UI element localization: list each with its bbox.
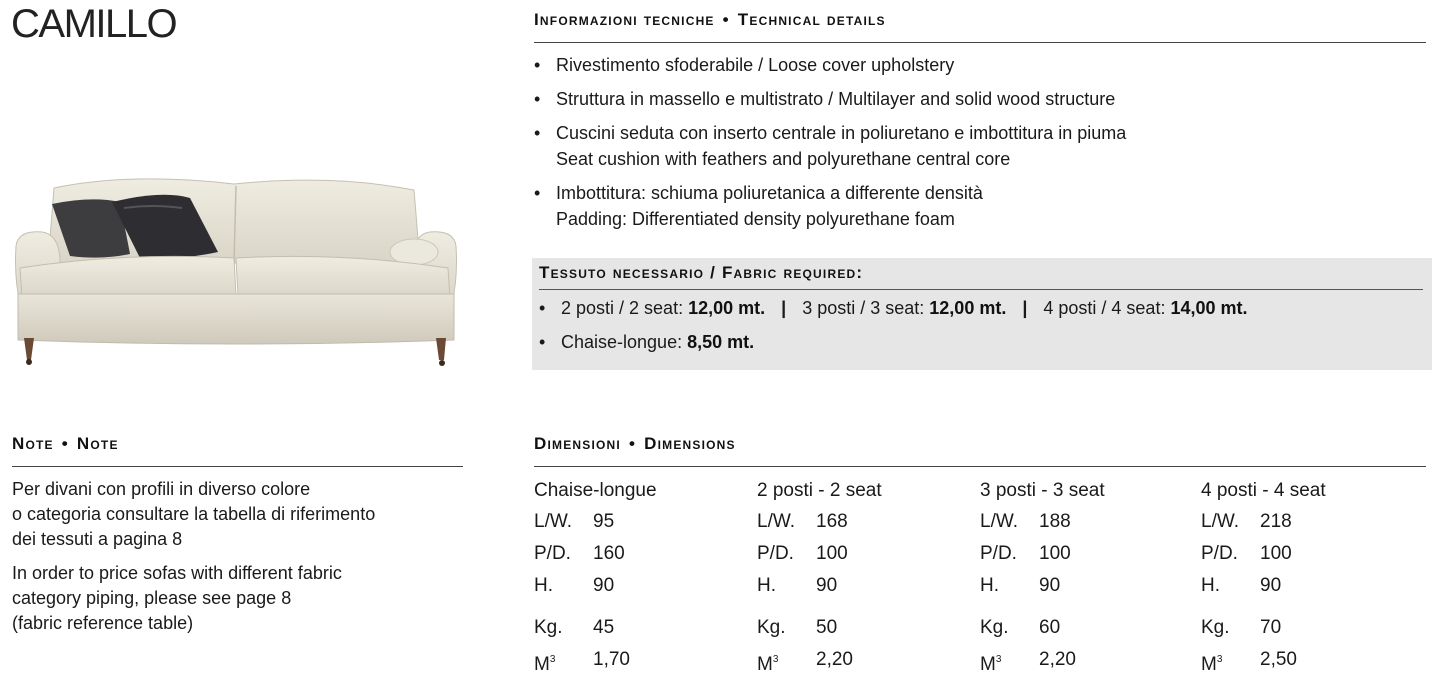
note-heading-it: Note	[12, 434, 54, 453]
dimension-value: 160	[593, 543, 625, 564]
dimension-label: L/W.	[980, 511, 1019, 532]
fabric-label: Chaise-longue:	[561, 332, 683, 352]
fabric-label: 4 posti / 4 seat:	[1043, 298, 1166, 318]
dimension-value: 90	[816, 575, 838, 596]
dimension-label: Kg.	[1201, 617, 1230, 638]
dimension-value: 2,20	[1039, 649, 1076, 670]
dimension-row-depth	[757, 538, 972, 570]
bullet: •	[539, 332, 546, 352]
note-text-en	[12, 561, 452, 636]
tech-list	[534, 52, 1424, 240]
dimensions-divider	[534, 466, 1426, 467]
dimension-value: 168	[816, 511, 848, 532]
fabric-label: 3 posti / 3 seat:	[802, 298, 925, 318]
dimension-row-height	[1201, 570, 1416, 602]
dimension-row-depth	[980, 538, 1195, 570]
dimension-column-name: 3 posti - 3 seat	[980, 480, 1105, 501]
heading-dot: •	[628, 434, 637, 453]
fabric-line-chaise	[539, 332, 754, 353]
dimension-label: H.	[1201, 575, 1220, 596]
dimension-row-weight	[1201, 612, 1416, 644]
dimension-label: P/D.	[1201, 543, 1238, 564]
dimension-row-depth	[1201, 538, 1416, 570]
list-item-text: • Cuscini seduta con inserto centrale in poliuretano e imbottitura in piuma	[556, 123, 1127, 143]
dimension-column-name: 4 posti - 4 seat	[1201, 480, 1326, 501]
dimension-row-volume	[1201, 644, 1416, 676]
dimension-row-weight	[534, 612, 749, 644]
dimension-label: L/W.	[534, 511, 573, 532]
note-line: Per divani con profili in diverso colore	[12, 479, 311, 499]
dimension-value: 70	[1260, 617, 1282, 638]
list-item	[534, 86, 1424, 112]
dimension-column	[980, 476, 1195, 676]
dimension-label: P/D.	[757, 543, 794, 564]
dimension-value: 90	[1039, 575, 1061, 596]
list-item-text: • Imbottitura: schiuma poliuretanica a differente densità	[556, 183, 983, 203]
heading-dot: •	[722, 10, 730, 29]
dimension-label: P/D.	[980, 543, 1017, 564]
dimension-label: Kg.	[980, 617, 1009, 638]
dimensions-heading	[534, 434, 736, 454]
dimension-column-name: 2 posti - 2 seat	[757, 480, 882, 501]
dimension-column	[757, 476, 972, 676]
dimension-label: $M^3$	[534, 654, 556, 675]
note-heading-en: Note	[76, 434, 119, 453]
dimension-row-height	[534, 570, 749, 602]
dimension-label: Kg.	[534, 617, 563, 638]
dimension-value: 2,50	[1260, 649, 1297, 670]
list-item-text: • Struttura in massello e multistrato / Multilayer and solid wood structure	[556, 89, 1116, 109]
fabric-value: 12,00 mt.	[688, 298, 766, 318]
dimension-row-weight	[980, 612, 1195, 644]
dimension-label: $M^3$	[1201, 654, 1223, 675]
fabric-value: 14,00 mt.	[1170, 298, 1248, 318]
dimensions-heading-en: Dimensions	[644, 434, 736, 453]
dimension-row-width	[757, 506, 972, 538]
fabric-value: 12,00 mt.	[929, 298, 1007, 318]
dimension-value: 1,70	[593, 649, 630, 670]
dimension-row-volume	[980, 644, 1195, 676]
note-line: (fabric reference table)	[12, 613, 194, 633]
dimension-label: Kg.	[757, 617, 786, 638]
dimension-value: 95	[593, 511, 615, 532]
note-line: In order to price sofas with different fabric	[12, 563, 342, 583]
note-line: o categoria consultare la tabella di riferimento	[12, 504, 376, 524]
list-item-text: • Rivestimento sfoderabile / Loose cover upholstery	[556, 55, 955, 75]
note-heading	[12, 434, 119, 454]
dimension-column-name: Chaise-longue	[534, 480, 657, 501]
dimension-row-volume	[534, 644, 749, 676]
dimension-value: 60	[1039, 617, 1061, 638]
dimension-row-weight	[757, 612, 972, 644]
note-text-it	[12, 477, 452, 552]
heading-dot: •	[61, 434, 69, 453]
dimension-value: 100	[1260, 543, 1292, 564]
dimension-column	[1201, 476, 1416, 676]
fabric-divider	[539, 289, 1423, 290]
dimension-row-height	[757, 570, 972, 602]
dimension-label: H.	[534, 575, 553, 596]
dimensions-heading-it: Dimensioni	[534, 434, 621, 453]
dimension-row-volume	[757, 644, 972, 676]
tech-divider	[534, 42, 1426, 43]
dimension-value: 2,20	[816, 649, 853, 670]
fabric-label: 2 posti / 2 seat:	[561, 298, 684, 318]
list-item	[534, 120, 1424, 172]
dimension-label: P/D.	[534, 543, 571, 564]
fabric-separator: |	[781, 298, 787, 318]
list-item-text-en: Padding: Differentiated density polyurethane foam	[556, 209, 955, 229]
dimension-value: 218	[1260, 511, 1292, 532]
dimension-value: 45	[593, 617, 615, 638]
fabric-separator: |	[1022, 298, 1028, 318]
dimension-value: 100	[816, 543, 848, 564]
dimension-value: 50	[816, 617, 838, 638]
fabric-value: 8,50 mt.	[687, 332, 755, 352]
tech-heading	[534, 10, 886, 30]
fabric-box	[532, 258, 1432, 370]
dimension-label: H.	[757, 575, 776, 596]
tech-heading-it: Informazioni tecniche	[534, 10, 715, 29]
list-item	[534, 52, 1424, 78]
tech-heading-en: Technical details	[737, 10, 886, 29]
note-divider	[12, 466, 463, 467]
dimension-value: 100	[1039, 543, 1071, 564]
dimension-row-depth	[534, 538, 749, 570]
dimension-value: 90	[1260, 575, 1282, 596]
sofa-image	[12, 168, 460, 373]
dimension-value: 90	[593, 575, 615, 596]
dimension-row-width	[980, 506, 1195, 538]
bullet: •	[539, 298, 546, 318]
dimension-label: L/W.	[1201, 511, 1240, 532]
dimension-label: $M^3$	[980, 654, 1002, 675]
dimension-row-width	[534, 506, 749, 538]
dimension-row-height	[980, 570, 1195, 602]
note-line: dei tessuti a pagina 8	[12, 529, 183, 549]
dimension-label: L/W.	[757, 511, 796, 532]
dimension-label: H.	[980, 575, 999, 596]
dimension-value: 188	[1039, 511, 1071, 532]
list-item-text-en: Seat cushion with feathers and polyurethane central core	[556, 149, 1011, 169]
fabric-heading: Tessuto necessario / Fabric required:	[539, 263, 864, 282]
list-item	[534, 180, 1424, 232]
fabric-line-seats	[539, 298, 1248, 319]
note-line: category piping, please see page 8	[12, 588, 292, 608]
product-title: CAMILLO	[11, 2, 177, 46]
dimension-label: $M^3$	[757, 654, 779, 675]
dimension-column	[534, 476, 749, 676]
dimension-row-width	[1201, 506, 1416, 538]
